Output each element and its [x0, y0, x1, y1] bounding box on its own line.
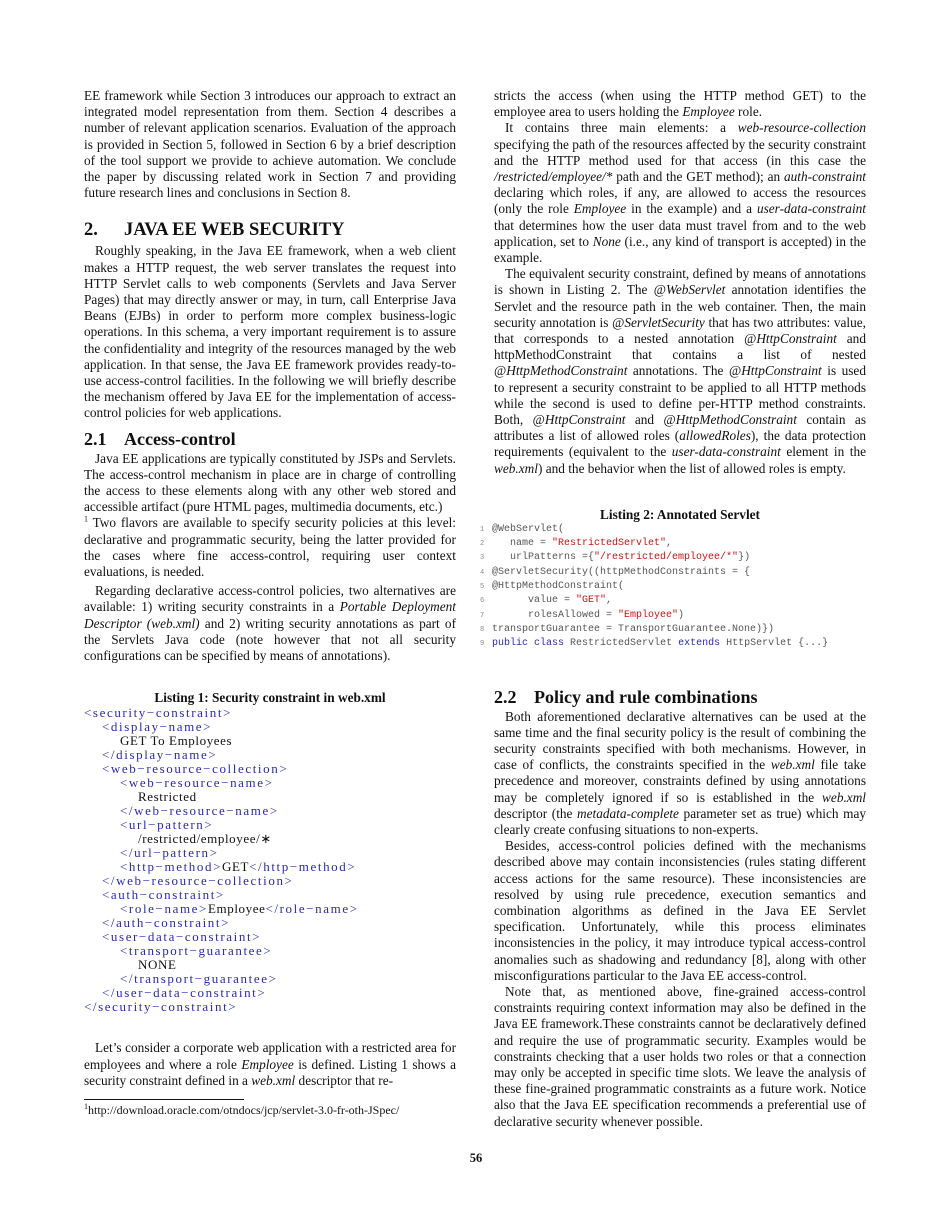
emphasis: Employee [682, 104, 735, 120]
emphasis: user-data-constraint [671, 444, 781, 460]
text: descriptor that re- [295, 1072, 394, 1088]
left-column [84, 88, 456, 1117]
access-control-paragraph-2 [84, 583, 456, 664]
code-text: }) [738, 552, 751, 564]
footnote-marker: 1 [84, 1101, 88, 1111]
text: and @ [625, 412, 676, 428]
section-2-1-heading [84, 428, 456, 450]
page-number: 56 [469, 1151, 483, 1165]
xml-tag: <transport−guarantee> [120, 943, 273, 959]
emphasis: auth-constraint [784, 169, 866, 185]
listing-1 [84, 690, 456, 1014]
code-line [480, 523, 866, 537]
code-line [84, 944, 456, 958]
listing-2-caption: Listing 2: Annotated Servlet [600, 506, 760, 522]
subsection-title: Policy and rule combinations [534, 686, 758, 707]
text: ) and the behavior when the list of allowed roles is empty. [537, 460, 846, 476]
line-number: 4 [480, 568, 485, 577]
annotations-paragraph [494, 266, 866, 477]
line-number: 8 [480, 625, 485, 634]
emphasis: HttpConstraint [741, 363, 822, 379]
xml-tag: </web−resource−collection> [102, 873, 294, 889]
text: is defined. Listing 1 shows a security constraint defined in a [84, 1056, 456, 1088]
code-text: NONE [138, 957, 177, 973]
emphasis: Employee [573, 201, 627, 217]
emphasis: HttpMethodConstraint [675, 412, 797, 428]
section-2-paragraph: Roughly speaking, in the Java EE framework, when a web client makes a HTTP request, the web server translates the request into HTTP Servlet calls to web components (Servlets and Java Server Pages) that may directly answer or may, in turn, call Enterprise Java Beans (EJBs) in order to perform more complex business-logic operations. In this schema, a very important requirement is to assure the confidentiality and integrity of the resources managed by the web application. In that sense, the Java EE framework provides ready-to-use access-control facilities. In the following we will briefly describe the mechanism offered by Java EE for the implementation of access-control policies for web applications. [84, 243, 456, 421]
code-text: @WebServlet( [492, 523, 565, 535]
code-line [480, 537, 866, 551]
text: that determines how the user data must travel from and to the web application, set to [494, 217, 866, 249]
code-string: "/restricted/employee/*" [594, 552, 739, 564]
code-line [480, 623, 866, 637]
xml-tag: <url−pattern> [120, 817, 214, 833]
text: role. [734, 104, 763, 120]
code-line [84, 832, 456, 846]
code-line [480, 594, 866, 608]
right-column [480, 88, 866, 1130]
emphasis: web.xml [494, 460, 538, 476]
continued-paragraph [494, 88, 866, 120]
code-line [84, 972, 456, 986]
line-number: 6 [480, 597, 485, 606]
code-line [480, 580, 866, 594]
text: Java EE applications are typically constituted by JSPs and Servlets. The access-control mechanism in place are in charge of controlling the access to these elements along with any other web stored and accessible artifact (pure HTML pages, multimedia documents, etc.) [84, 450, 456, 515]
text: that has two attributes: value, that corresponds to a nested annotation @ [494, 314, 866, 347]
code-keyword: extends [678, 638, 721, 650]
code-line [84, 916, 456, 930]
code-line [84, 762, 456, 776]
code-line [84, 846, 456, 860]
code-text: , [606, 595, 613, 607]
xml-tag: </security−constraint> [84, 999, 238, 1015]
section-2-2-heading [494, 686, 866, 708]
xml-tag: </url−pattern> [120, 845, 219, 861]
emphasis: Employee [241, 1056, 294, 1072]
xml-tag: </web−resource−name> [120, 803, 279, 819]
text: and 2) writing security annotations as part of the Servlets Java code (note however that not all security configurations can be specified by means of annotations). [84, 615, 456, 664]
line-number: 1 [480, 525, 485, 534]
xml-tag: <auth−constraint> [102, 887, 225, 903]
code-text: rolesAllowed = [492, 609, 619, 621]
code-string: "GET" [576, 595, 607, 607]
code-line [480, 566, 866, 580]
code-line [84, 888, 456, 902]
listing-1-code [84, 706, 456, 1014]
emphasis: web.xml [251, 1072, 296, 1088]
code-text: transportGuarantee = TransportGuarantee.None)}) [492, 623, 775, 635]
code-line [84, 776, 456, 790]
policy-paragraph-1 [494, 709, 866, 839]
subsection-title: Access-control [124, 428, 236, 449]
emphasis: HttpConstraint [756, 331, 837, 347]
emphasis: ServletSecurity [624, 314, 705, 330]
footnote-marker: 1 [84, 515, 88, 525]
emphasis: HttpMethodConstraint [506, 363, 628, 379]
code-line [84, 818, 456, 832]
code-text: GET To Employees [120, 733, 233, 749]
code-line [84, 734, 456, 748]
line-number: 3 [480, 554, 485, 563]
code-line [84, 706, 456, 720]
code-line [84, 720, 456, 734]
line-number: 7 [480, 611, 485, 620]
xml-tag: <display−name> [102, 719, 213, 735]
code-text: ) [678, 609, 685, 621]
text: descriptor (the [494, 805, 578, 821]
emphasis: HttpConstraint [544, 412, 626, 428]
code-text: , [666, 538, 673, 550]
text: in the example) and a [626, 201, 757, 217]
line-number: 9 [480, 640, 485, 649]
text: It contains three main elements: a [505, 120, 738, 136]
xml-tag: </user−data−constraint> [102, 985, 267, 1001]
code-line [84, 748, 456, 762]
text: Two flavors are available to specify security policies at this level: declarative and programmatic security, being the latter provided for the cases where fine access-control, requiring user context evaluations, is needed. [84, 515, 456, 580]
xml-tag: </auth−constraint> [102, 915, 231, 931]
emphasis: web.xml [822, 789, 866, 805]
code-line [84, 874, 456, 888]
text: file take precedence and moreover, constraints defined by using annotations may be completely ignored if so is established in the [494, 757, 866, 805]
text: Let’s consider a corporate web application with a restricted area for employees and where a role [84, 1040, 456, 1072]
text: contain as attributes a list of allowed roles ( [494, 412, 866, 444]
footnote-link[interactable]: http://download.oracle.com/otndocs/jcp/servlet-3.0-fr-oth-JSpec/ [88, 1102, 400, 1117]
text: parameter set as true) which may clearly create confusing situations to non-experts. [494, 805, 866, 837]
subsection-number: 2.2 [494, 686, 517, 707]
code-string: "Employee" [618, 609, 679, 621]
after-listing-paragraph [84, 1040, 456, 1089]
code-line [84, 958, 456, 972]
code-text: @HttpMethodConstraint( [492, 581, 625, 593]
emphasis: allowedRoles [679, 428, 751, 444]
xml-tag: </display−name> [102, 747, 218, 763]
text: Regarding declarative access-control policies, two alternatives are available: 1) writing security constraints in a [84, 583, 456, 615]
code-text: HttpServlet {...} [720, 638, 829, 650]
xml-tag: <web−resource−name> [120, 775, 274, 791]
text: annotations. The @ [627, 363, 742, 379]
text: declaring which roles, if any, are allowed to access the resources (only the role [494, 185, 866, 217]
code-line [84, 1000, 456, 1014]
footnote-divider [84, 1099, 244, 1100]
xml-tag: <role−name> [120, 901, 208, 917]
text: (i.e., any kind of transport is accepted) in the example. [494, 233, 866, 266]
xml-tag: <web−resource−collection> [102, 761, 289, 777]
section-title: JAVA EE WEB SECURITY [124, 220, 345, 241]
code-text: Restricted [138, 789, 197, 805]
text: stricts the access (when using the HTTP method GET) to the employee area to users holding the [494, 88, 866, 120]
text: Both aforementioned declarative alternatives can be used at the same time and the final security policy is the result of combining the security constraints specified with both mechanisms. However, in case of conflicts, the constraints specified in the [494, 708, 866, 773]
code-line [480, 609, 866, 623]
section-2-heading [84, 219, 456, 241]
code-text: value = [492, 595, 577, 607]
code-line [84, 930, 456, 944]
code-text: Employee [207, 901, 266, 917]
elements-paragraph [494, 120, 866, 266]
code-text: GET [222, 859, 250, 875]
listing-2 [480, 507, 866, 652]
text: is used to represent a security constraint to be applied to all HTTP methods while the second is used to define per-HTTP method constraints. Both, @ [494, 363, 866, 428]
line-number: 2 [480, 540, 485, 549]
code-line [84, 804, 456, 818]
text: ), the data protection requirements (equivalent to the [494, 428, 866, 460]
code-keyword: class [534, 638, 565, 650]
code-line [480, 637, 866, 651]
text: specifying the path of the resources affected by the security constraint and the HTTP method used for that access (in this case the [494, 136, 866, 168]
code-line [480, 551, 866, 565]
xml-tag: <user−data−constraint> [102, 929, 262, 945]
section-number: 2. [84, 220, 98, 241]
code-line [84, 902, 456, 916]
xml-tag: <http−method> [120, 859, 223, 875]
policy-paragraph-3: Note that, as mentioned above, fine-grained access-control constraints requiring context information may also be defined in the Java EE framework.These constraints cannot be declaratively defined and require the use of programmatic security. Examples would be constraints checking that a user holds two roles or that a connection may only be accepted in specific time slots. We leave the analysis of these fine-grained programmatic constraints as a future work. Notice also that the Java EE specification recommends a preferential use of declarative security whenever possible. [494, 984, 866, 1129]
xml-tag: <security−constraint> [84, 705, 233, 721]
emphasis: Portable Deployment Descriptor (web.xml) [84, 599, 456, 631]
listing-1-caption: Listing 1: Security constraint in web.xml [154, 690, 386, 706]
text: element in the [780, 444, 866, 460]
emphasis: None [592, 233, 621, 249]
emphasis: metadata-complete [577, 805, 679, 821]
code-line [84, 790, 456, 804]
text: path and the GET method); an [612, 169, 784, 185]
emphasis: /restricted/employee/* [494, 169, 613, 185]
text: and httpMethodConstraint that contains a list of nested @ [494, 331, 866, 379]
policy-paragraph-2: Besides, access-control policies defined with the mechanisms described above may contain inconsistencies (rules stating different access actions for the same resource). These inconsistencies are resolved by using rule precedence, execution semantics and combination algorithms as defined in the Java EE Servlet specification. Unfortunately, while this process eliminates inconsistencies in the policy, it may introduce typical access-control anomalies such as shadowing and redundancy [8], along with other misconfigurations particular to the Java EE access-control. [494, 838, 866, 983]
code-text: name = [492, 538, 553, 550]
code-text: /restricted/employee/∗ [138, 831, 272, 847]
code-string: "RestrictedServlet" [552, 538, 667, 550]
subsection-number: 2.1 [84, 428, 107, 449]
code-line [84, 986, 456, 1000]
emphasis: user-data-constraint [756, 201, 866, 217]
access-control-paragraph-1 [84, 451, 456, 581]
xml-tag: </transport−guarantee> [120, 971, 278, 987]
xml-tag: </http−method> [249, 859, 357, 875]
intro-paragraph: EE framework while Section 3 introduces our approach to extract an integrated model representation from them. Section 4 describes a number of relevant application scenarios. Evaluation of the approach is provided in Section 5, followed in Section 6 by a brief description of the tool support we provide to achieve automation. We conclude the paper by discussing related work in Section 7 and providing future research lines and conclusions in Section 8. [84, 88, 456, 201]
footnote [84, 1103, 456, 1117]
text: annotation identifies the Servlet and the resource path in the web container. Then, the main security annotation is @ [494, 282, 866, 330]
listing-2-code [480, 523, 866, 652]
text: The equivalent security constraint, defined by means of annotations is shown in Listing 2. The @ [494, 266, 866, 298]
emphasis: WebServlet [665, 282, 726, 298]
code-text: @ServletSecurity((httpMethodConstraints = { [492, 566, 751, 578]
code-text: urlPatterns ={ [492, 552, 595, 564]
emphasis: web-resource-collection [737, 120, 866, 136]
code-keyword: public [492, 638, 529, 650]
line-number: 5 [480, 583, 485, 592]
xml-tag: </role−name> [265, 901, 359, 917]
code-line [84, 860, 456, 874]
code-text: RestrictedServlet [564, 638, 679, 650]
emphasis: web.xml [770, 757, 815, 773]
